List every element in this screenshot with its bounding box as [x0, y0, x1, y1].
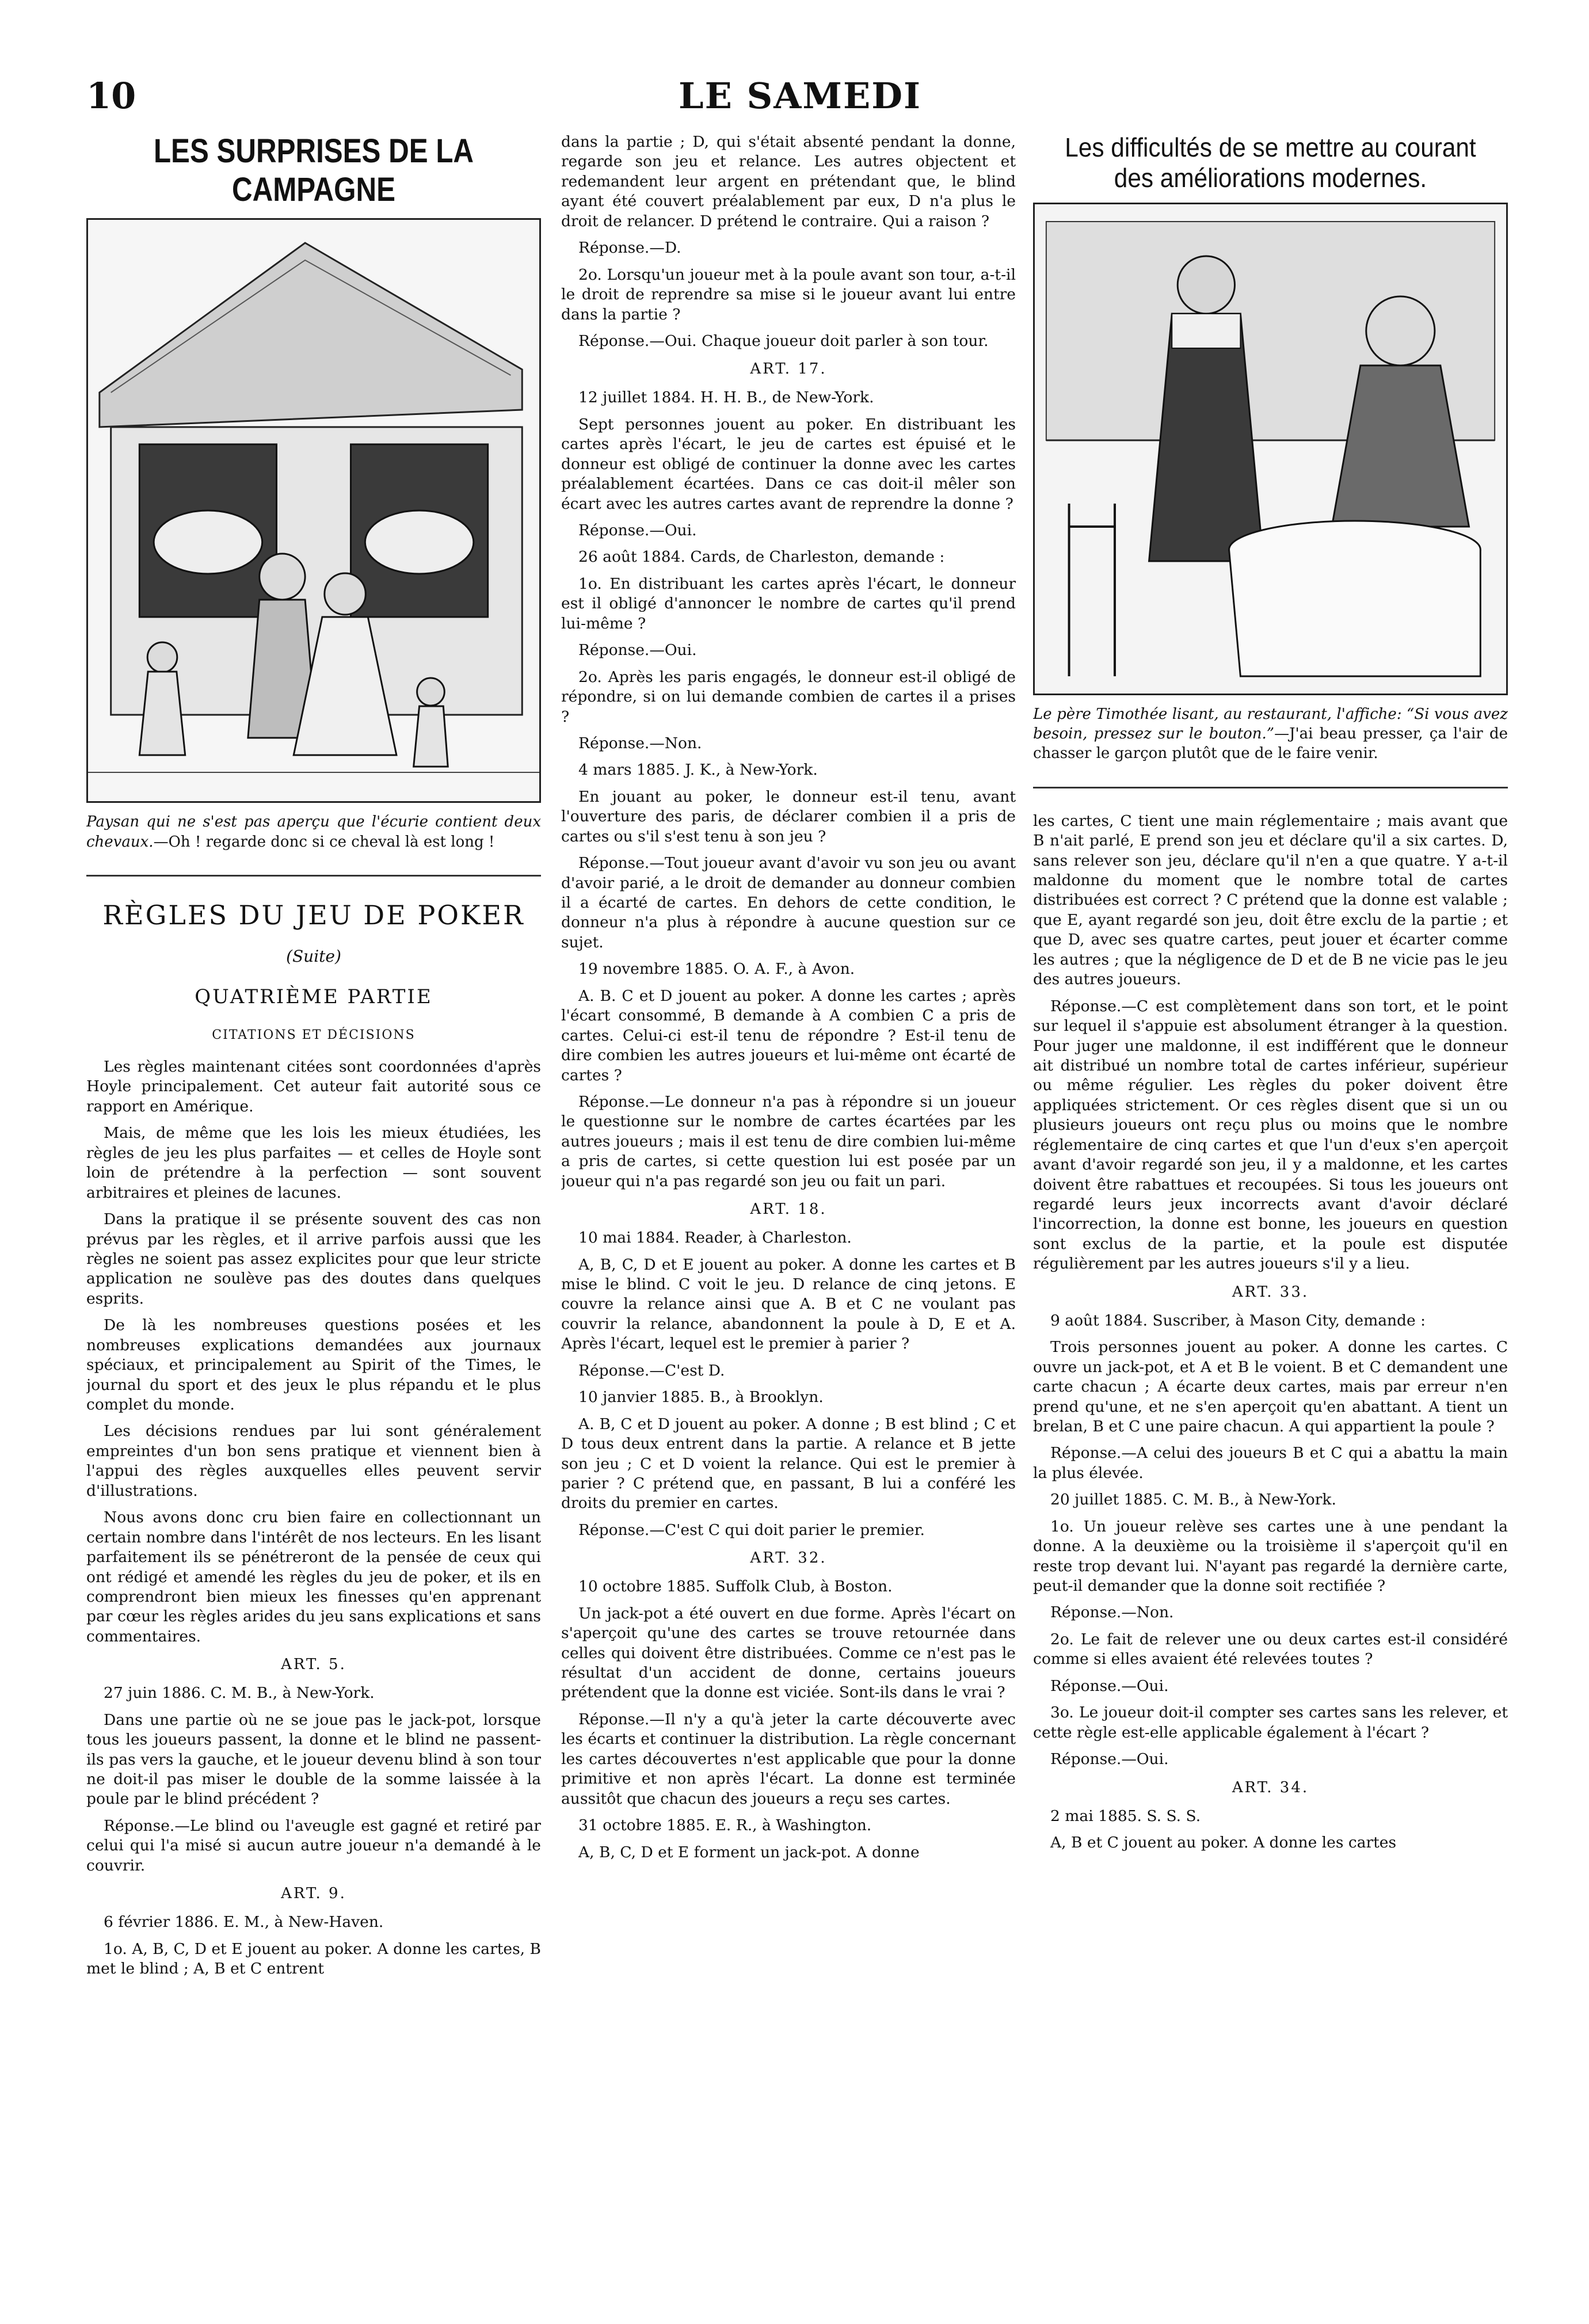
article-heading: ART. 17. — [750, 360, 827, 378]
paragraph: Sept personnes jouent au poker. En distribuant les cartes après l'écart, le jeu de cartes est épuisé et le donneur est obligé de continuer la donne avec les cartes préalablement écartées. Dans ce cas doit-il mêler son écart avec les autres cartes avant de reprendre la donne ? — [561, 415, 1016, 513]
caption-2-rest: —J'ai beau presser, ça l'air de chasser le garçon plutôt que de le faire venir. — [1033, 725, 1508, 763]
cartoon-caption-2 — [1033, 704, 1508, 764]
paragraph: Réponse.—C'est D. — [578, 1361, 725, 1380]
column-1 — [86, 132, 541, 2285]
paragraph: 19 novembre 1885. O. A. F., à Avon. — [578, 960, 855, 978]
paragraph: Réponse.—C'est C qui doit parier le premier. — [578, 1521, 925, 1539]
paragraph: Réponse.—Tout joueur avant d'avoir vu son jeu ou avant d'avoir parié, a le droit de demander au donneur combien il a écarté de cartes. En dehors de cette condition, le donneur n'a plus à répondre à aucune question sur ce sujet. — [561, 854, 1016, 951]
paragraph: Réponse.—Oui. — [1050, 1750, 1169, 1769]
paragraph: 1o. A, B, C, D et E jouent au poker. A donne les cartes, B met le blind ; A, B et C entrent — [86, 1940, 541, 1978]
paragraph: De là les nombreuses questions posées et les nombreuses explications demandées aux journaux spéciaux, et principalement au Spirit of the Times, le journal du sport et des jeux le plus répandu et le plus complet du monde. — [86, 1316, 541, 1414]
paragraph: Réponse.—Oui. — [578, 521, 697, 539]
paragraph: Un jack-pot a été ouvert en due forme. Après l'écart on s'aperçoit qu'une des cartes se trouve retournée dans celles qui doivent être distribuées. Comme ce n'est pas le résultat d'un accident de donne, certains joueurs prétendent que la donne est viciée. Sont-ils dans le vrai ? — [561, 1604, 1016, 1702]
paragraph: Réponse.—Non. — [578, 734, 702, 752]
paragraph: Réponse.—Oui. — [1050, 1677, 1169, 1695]
paragraph: 10 octobre 1885. Suffolk Club, à Boston. — [578, 1578, 893, 1596]
page-header — [86, 69, 1514, 127]
paragraph: A, B, C, D et E forment un jack-pot. A donne — [578, 1843, 920, 1861]
paragraph: Les règles maintenant citées sont coordonnées d'après Hoyle principalement. Cet auteur fait autorité sous ce rapport en Amérique. — [86, 1058, 541, 1115]
article-heading: ART. 18. — [750, 1201, 827, 1218]
paragraph: Réponse.—Non. — [1050, 1603, 1174, 1622]
paragraph: 2o. Lorsqu'un joueur met à la poule avant son tour, a-t-il le droit de reprendre sa mise si le joueur avant lui entre dans la partie ? — [561, 265, 1016, 323]
article-heading: ART. 5. — [281, 1656, 346, 1674]
paragraph: 10 janvier 1885. B., à Brooklyn. — [578, 1388, 824, 1407]
paragraph: Nous avons donc cru bien faire en collectionnant un certain nombre dans l'intérêt de nos lecteurs. En les lisant parfaitement ils se pénétreront de la pensée de ceux qui ont rédigé et amendé les règles du jeu de poker, et ils en comprendront bien mieux les finesses qu'en apprenant par cœur les règles arides du jeu sans explications et sans commentaires. — [86, 1508, 541, 1645]
article-heading: ART. 34. — [1232, 1778, 1309, 1796]
page-number: 10 — [86, 75, 136, 117]
paragraph: Dans la pratique il se présente souvent des cas non prévus par les règles, et il arrive parfois aussi que les règles ne soient pas assez explicites pour que leur stricte application ne soulève pas des doutes dans quelques esprits. — [86, 1210, 541, 1308]
paragraph: Mais, de même que les lois les mieux étudiées, les règles de jeu les plus parfaites — et celles de Hoyle sont loin de prétendre à la perfection — sont souvent arbitraires et pleines de lacunes. — [86, 1124, 541, 1202]
paragraph: A, B et C jouent au poker. A donne les cartes — [1050, 1833, 1397, 1851]
paragraph: 4 mars 1885. J. K., à New-York. — [578, 761, 818, 779]
paragraph: 2o. Le fait de relever une ou deux cartes est-il considéré comme si elles avaient été relevées toutes ? — [1033, 1630, 1508, 1668]
suite-label: (Suite) — [286, 947, 341, 966]
paragraph: Réponse.—Le donneur n'a pas à répondre si un joueur le questionne sur le nombre de cartes écartées par les autres joueurs ; mais il est tenu de dire combien lui-même a pris de cartes, si cette question lui est posée par un joueur qui n'a pas regardé son jeu ou fait un pari. — [561, 1092, 1016, 1190]
paragraph: 1o. En distribuant les cartes après l'écart, le donneur est il obligé d'annoncer le nombre de cartes qu'il prend lui-même ? — [561, 574, 1016, 633]
paragraph: 26 août 1884. Cards, de Charleston, demande : — [578, 548, 945, 566]
article-heading: ART. 32. — [750, 1549, 827, 1567]
paragraph: Réponse.—Il n'y a qu'à jeter la carte découverte avec les écarts et continuer la distribution. La règle concernant les cartes découvertes n'est applicable que pour la donne primitive et non après l'écart. La donne est terminée aussitôt que chacun des joueurs a reçu ses cartes. — [561, 1710, 1016, 1808]
paragraph: En jouant au poker, le donneur est-il tenu, avant l'ouverture des paris, de déclarer combien il a pris de cartes ou s'il s'est tenu à son jeu ? — [561, 787, 1016, 845]
paragraph: Dans une partie où ne se joue pas le jack-pot, lorsque tous les joueurs passent, la donne et le blind ne passent-ils pas vers la gauche, et le joueur devenu blind à son tour ne doit-il pas miser le double de la somme laissée à la poule par le blind précédent ? — [86, 1710, 541, 1808]
paragraph: 1o. Un joueur relève ses cartes une à une pendant la donne. A la deuxième ou la troisième il s'aperçoit qu'il en reste trop devant lui. N'ayant pas regardé la dernière carte, peut-il demander que la donne soit rectifiée ? — [1033, 1517, 1508, 1595]
paragraph: 31 octobre 1885. E. R., à Washington. — [578, 1816, 872, 1835]
paragraph: 27 juin 1886. C. M. B., à New-York. — [104, 1684, 375, 1702]
paragraph: 3o. Le joueur doit-il compter ses cartes sans les relever, et cette règle est-elle applicable également à l'écart ? — [1033, 1704, 1508, 1742]
paragraph: Trois personnes jouent au poker. A donne les cartes. C ouvre un jack-pot, et A et B le voient. B et C demandent une carte chacun ; A écarte deux cartes, mais par erreur n'en prend qu'une, et ne s'en aperçoit qu'en abattant. A tient un brelan, B et C une paire chacun. A qui appartient la poule ? — [1033, 1338, 1508, 1435]
cartoon-caption-1 — [86, 812, 541, 852]
article-heading: ART. 33. — [1232, 1283, 1309, 1301]
paragraph: Réponse.—Oui. — [578, 641, 697, 660]
paragraph: Réponse.—Le blind ou l'aveugle est gagné et retiré par celui qui l'a misé si aucun autre joueur n'a demandé à le couvrir. — [86, 1816, 541, 1875]
paragraph: 2 mai 1885. S. S. S. — [1050, 1807, 1201, 1825]
farm-stable-illustration — [86, 218, 541, 803]
paragraph: Réponse.—Oui. Chaque joueur doit parler à son tour. — [578, 332, 989, 350]
paragraph: les cartes, C tient une main réglementaire ; mais avant que B n'ait parlé, E prend son jeu et déclare qu'il a six cartes. D, sans relever son jeu, déclare qu'il n'en a que quatre. Y a-t-il maldonne du moment que le nombre total de cartes distribuées est correct ? C prétend que la donne est valable ; que E, ayant regardé son jeu, doit être exclu de la partie ; et que D, avec ses quatre cartes, peut jouer et écarter comme les autres ; que la négligence de D et de B ne vicie pas le jeu des autres joueurs. — [1033, 812, 1508, 989]
paragraph: 9 août 1884. Suscriber, à Mason City, demande : — [1050, 1311, 1426, 1329]
paragraph: Réponse.—A celui des joueurs B et C qui a abattu la main la plus élevée. — [1033, 1444, 1508, 1482]
article-heading: ART. 9. — [281, 1885, 346, 1903]
paragraph: 6 février 1886. E. M., à New-Haven. — [104, 1913, 384, 1931]
divider-rule — [1033, 787, 1508, 788]
cartoon-title-2: Les difficultés de se mettre au courant des améliorations modernes. — [1065, 132, 1476, 193]
part-heading: QUATRIÈME PARTIE — [195, 985, 433, 1008]
paragraph: A. B. C et D jouent au poker. A donne les cartes ; après l'écart consommé, B demande à A combien C a pris de cartes. Celui-ci est-il tenu de répondre ? Est-il tenu de dire combien les autres joueurs et lui-même ont écarté de cartes ? — [561, 986, 1016, 1084]
masthead: LE SAMEDI — [679, 75, 921, 117]
caption-1-italic: Paysan qui ne s'est pas aperçu que l'écurie contient deux chevaux. — [86, 813, 541, 851]
cartoon-title-1: LES SURPRISES DE LA CAMPAGNE — [153, 132, 474, 208]
section-title: RÈGLES DU JEU DE POKER — [102, 900, 525, 931]
paragraph: 2o. Après les paris engagés, le donneur est-il obligé de répondre, si on lui demande combien de cartes il a prises ? — [561, 668, 1016, 726]
paragraph: 20 juillet 1885. C. M. B., à New-York. — [1050, 1491, 1336, 1509]
citations-heading: CITATIONS ET DÉCISIONS — [212, 1028, 416, 1042]
paragraph: A, B, C, D et E jouent au poker. A donne les cartes et B mise le blind. C voit le jeu. D relance de cinq jetons. E couvre la relance ainsi que A. B et C ne voulant pas couvrir la relance, abandonnent la poule à D, E et A. Après l'écart, lequel est le premier à parier ? — [561, 1255, 1016, 1353]
column-3 — [1033, 132, 1508, 2285]
column-2 — [561, 132, 1016, 2285]
paragraph: Réponse.—D. — [578, 239, 681, 257]
paragraph: 10 mai 1884. Reader, à Charleston. — [578, 1229, 852, 1247]
paragraph: Réponse.—C est complètement dans son tort, et le point sur lequel il s'appuie est absolument étranger à la question. Pour juger une maldonne, il est indifférent que le donneur ait distribué un nombre total de cartes inférieur, supérieur ou même régulier. Les règles du poker doivent être appliquées strictement. Or ces règles disent que si un ou plusieurs joueurs ont reçu plus ou moins que le nombre réglementaire de cinq cartes et que l'un d'eux s'en aperçoit avant d'avoir regardé son jeu, il y a maldonne, et les cartes doivent être rabattues et recoupées. Si tous les joueurs ont regardé leurs jeux incorrects avant d'avoir déclaré l'incorrection, la donne est bonne, les joueurs en question sont exclus de la partie, et la poule est disputée régulièrement par les autres joueurs s'il y a lieu. — [1033, 997, 1508, 1273]
paragraph: dans la partie ; D, qui s'était absenté pendant la donne, regarde son jeu et relance. Les autres objectent et redemandent leur argent en prétendant que, le blind ayant été couvert préalablement par eux, D n'a plus le droit de relancer. D prétend le contraire. Qui a raison ? — [561, 133, 1016, 230]
restaurant-scene-illustration — [1033, 203, 1508, 695]
paragraph: Les décisions rendues par lui sont généralement empreintes d'un bon sens pratique et viennent bien à l'appui des règles auxquelles elles peuvent servir d'illustrations. — [86, 1422, 541, 1500]
paragraph: A. B, C et D jouent au poker. A donne ; B est blind ; C et D tous deux entrent dans la partie. A relance et B jette son jeu ; C et D voient la relance. Qui est le premier à parier ? C prétend que, en passant, B lui a conféré les droits du premier en cartes. — [561, 1415, 1016, 1512]
caption-2-italic: Le père Timothée lisant, au restaurant, l'affiche: “Si vous avez besoin, pressez sur le bouton.” — [1033, 705, 1508, 743]
paragraph: 12 juillet 1884. H. H. B., de New-York. — [578, 388, 874, 407]
divider-rule — [86, 875, 541, 877]
caption-1-rest: —Oh ! regarde donc si ce cheval là est long ! — [153, 833, 495, 851]
